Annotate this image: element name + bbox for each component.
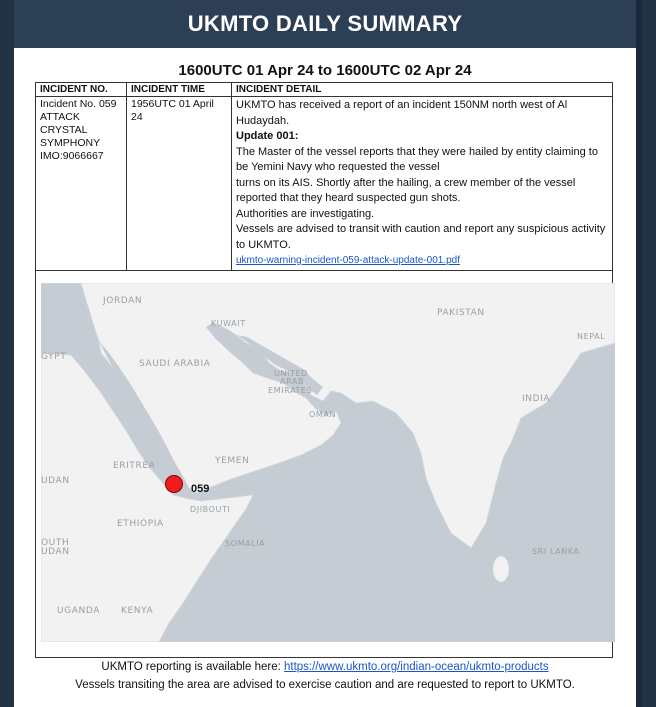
map-label-south-sudan-2: UDAN: [41, 547, 70, 557]
footer-advisory-line: Vessels transiting the area are advised to exercise caution and are requested to report to UKMTO.: [75, 679, 575, 691]
detail-line-1: UKMTO has received a report of an incident 150NM north west of Al Hudaydah.: [236, 99, 568, 127]
incident-time-line2: 24: [131, 111, 143, 123]
map-label-india: INDIA: [522, 394, 551, 404]
incident-time-cell: [127, 97, 232, 271]
map-label-oman: OMAN: [309, 410, 337, 419]
map-label-pakistan: PAKISTAN: [437, 308, 485, 318]
incident-time-line1: 1956UTC 01 April: [131, 98, 214, 110]
header-incident-no: INCIDENT NO.: [36, 83, 127, 97]
map-label-kenya: KENYA: [121, 606, 154, 616]
vessel-name-2: SYMPHONY: [40, 137, 101, 149]
backdrop-right: [642, 0, 656, 707]
ukmto-products-link[interactable]: https://www.ukmto.org/indian-ocean/ukmto-products: [283, 661, 549, 673]
header-incident-detail: INCIDENT DETAIL: [232, 83, 613, 97]
date-range-heading: 1600UTC 01 Apr 24 to 1600UTC 02 Apr 24: [178, 62, 472, 79]
incident-marker-label: 059: [191, 483, 210, 495]
map-label-sudan: UDAN: [41, 476, 70, 486]
map-label-uae-3: EMIRATES: [268, 386, 313, 395]
incident-detail-cell: [232, 97, 613, 271]
incident-no-cell: [36, 97, 127, 271]
map-label-south-sudan-1: OUTH: [41, 538, 70, 548]
detail-line-3: turns on its AIS. Shortly after the hailing, a crew member of the vessel reported that they heard suspected gun shots.: [236, 176, 576, 204]
detail-line-5: Vessels are advised to transit with caution and report any suspicious activity to UKMTO.: [236, 223, 606, 251]
vessel-imo: IMO:9066667: [40, 150, 104, 162]
summary-banner: [14, 0, 636, 48]
map-label-djibouti: DJIBOUTI: [190, 505, 231, 514]
table-row: [36, 97, 613, 271]
map-label-uae-1: UNITED: [274, 369, 308, 378]
incident-number: Incident No. 059: [40, 98, 117, 110]
backdrop-left: [0, 0, 14, 707]
detail-line-2: The Master of the vessel reports that they were hailed by entity claiming to be Yemini Navy who requested the vessel: [236, 145, 598, 173]
map-label-egypt: GYPT: [41, 352, 67, 362]
map-label-kuwait: KUWAIT: [211, 319, 246, 328]
incident-marker[interactable]: [165, 475, 183, 493]
header-incident-time: INCIDENT TIME: [127, 83, 232, 97]
warning-pdf-link[interactable]: ukmto-warning-incident-059-attack-update-001.pdf: [236, 255, 461, 266]
map-label-somalia: SOMALIA: [225, 539, 266, 548]
map-label-nepal: NEPAL: [577, 332, 606, 341]
table-header-row: [36, 83, 613, 97]
vessel-name-1: CRYSTAL: [40, 124, 88, 136]
map-label-uganda: UGANDA: [57, 606, 100, 616]
map-label-ethiopia: ETHIOPIA: [117, 519, 164, 529]
map-label-eritrea: ERITREA: [113, 461, 156, 471]
map-label-sri-lanka: SRI LANKA: [532, 547, 580, 556]
detail-line-4: Authorities are investigating.: [236, 207, 375, 220]
detail-update-heading: Update 001:: [236, 130, 299, 142]
incident-table: [35, 82, 613, 271]
map-label-uae-2: ARAB: [280, 377, 305, 386]
map-label-saudi-arabia: SAUDI ARABIA: [139, 359, 211, 369]
land-sri-lanka: [493, 556, 509, 582]
footer-reporting-line: [14, 661, 636, 673]
map-label-jordan: JORDAN: [103, 296, 143, 306]
banner-title: UKMTO DAILY SUMMARY: [187, 11, 463, 36]
incident-map[interactable]: [41, 283, 615, 642]
footer-reporting-text: UKMTO reporting is available here:: [101, 661, 284, 673]
incident-type: ATTACK: [40, 111, 80, 123]
map-label-yemen: YEMEN: [215, 456, 250, 466]
